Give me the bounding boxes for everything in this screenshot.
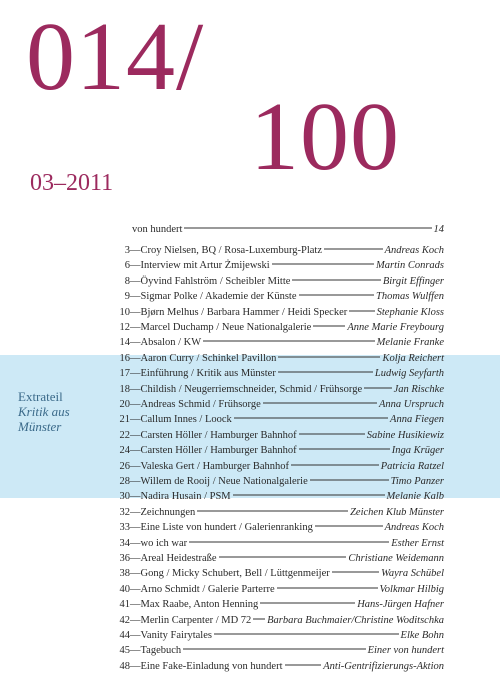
toc-intro-row (132, 223, 444, 237)
toc-entry (112, 275, 444, 289)
toc-dash: — (130, 291, 141, 303)
leader-line (278, 372, 373, 373)
toc-title: Andreas Schmid / Frühsorge (140, 399, 261, 410)
leader-line (197, 510, 348, 511)
toc-dash: — (130, 553, 141, 564)
toc-title: Marcel Duchamp / Neue Nationalgalerie (140, 322, 312, 333)
toc-author: Christiane Weidemann (348, 553, 444, 564)
leader-line (364, 387, 391, 388)
leader-line (219, 557, 347, 558)
toc-title: wo ich war (140, 537, 188, 549)
toc-entry (112, 383, 444, 397)
toc-page-number: 17 (119, 368, 130, 380)
leader-line (183, 649, 365, 650)
leader-line (203, 341, 374, 342)
toc-title: Absalon / KW (140, 337, 202, 349)
toc-entry (112, 367, 444, 381)
toc-author: Kolja Reichert (382, 352, 444, 364)
toc-author: Melanie Kalb (386, 491, 444, 503)
toc-dash: — (130, 614, 141, 626)
toc-dash: — (130, 506, 141, 518)
toc-page-number: 33 (119, 522, 130, 534)
toc-title: Merlin Carpenter / MD 72 (140, 614, 252, 626)
toc-author: Barbara Buchmaier/Christine Woditschka (267, 614, 444, 626)
leader-line (253, 618, 265, 619)
toc-entry (112, 444, 444, 458)
toc-title: Arno Schmidt / Galerie Parterre (140, 583, 275, 595)
toc-dash: — (130, 460, 141, 472)
toc-author: Ludwig Seyfarth (374, 368, 444, 380)
leader-line (260, 603, 355, 604)
leader-line (299, 433, 365, 434)
toc-dash: — (130, 583, 141, 595)
toc-author: Inga Krüger (391, 445, 444, 457)
toc-dash: — (130, 322, 141, 333)
toc-author: Stephanie Kloss (376, 306, 444, 318)
toc-title: Interview mit Artur Żmijewski (140, 260, 270, 272)
toc-title: Carsten Höller / Hamburger Bahnhof (140, 429, 297, 441)
toc-author: Hans-Jürgen Hafner (357, 599, 444, 611)
toc-title: Gong / Micky Schubert, Bell / Lüttgenmeijer (140, 568, 330, 580)
toc-author: Anna Urspruch (378, 399, 444, 410)
toc-dash: — (130, 368, 141, 380)
toc-page-number: 36 (119, 553, 130, 564)
toc-title: Einführung / Kritik aus Münster (140, 368, 276, 380)
toc-title: Sigmar Polke / Akademie der Künste (140, 291, 297, 303)
toc-dash: — (130, 337, 141, 349)
leader-line (332, 572, 379, 573)
toc-dash: — (130, 491, 141, 503)
toc-author: Andreas Koch (384, 522, 444, 534)
toc-title: Zeichnungen (140, 506, 196, 518)
leader-line (214, 634, 399, 635)
toc-page-number: 41 (119, 599, 130, 611)
toc-page-number: 20 (119, 399, 130, 410)
leader-line (278, 356, 380, 357)
toc-author: Einer von hundert (367, 645, 444, 657)
masthead-issue-number: 014/ (26, 3, 205, 111)
toc-entry (112, 537, 444, 551)
toc-title: Bjørn Melhus / Barbara Hammer / Heidi Specker (140, 306, 348, 318)
toc-author: Jan Rischke (393, 383, 444, 395)
toc-dash: — (130, 306, 141, 318)
toc-dash: — (130, 645, 141, 657)
leader-line (310, 480, 389, 481)
toc-author: Anna Fiegen (390, 414, 444, 426)
leader-line (285, 664, 322, 665)
toc-entry (112, 290, 444, 304)
toc-page-number: 42 (119, 614, 130, 626)
toc-author: Melanie Franke (376, 337, 444, 349)
toc-page-number: 34 (119, 537, 130, 549)
leader-line (234, 418, 388, 419)
issue-date: 03–2011 (30, 170, 114, 196)
toc-dash: — (130, 245, 141, 256)
toc-title: Valeska Gert / Hamburger Bahnhof (140, 460, 290, 472)
toc-page-number: 3 (124, 245, 130, 256)
toc-entry (112, 521, 444, 535)
toc-entry (112, 629, 444, 643)
toc-entry (112, 336, 444, 350)
toc-title: Aaron Curry / Schinkel Pavillon (140, 352, 277, 364)
toc-page-number: 10 (119, 306, 130, 318)
masthead-total: 100 (250, 83, 400, 191)
toc-page-number: 48 (119, 660, 130, 672)
leader-line (313, 326, 345, 327)
toc-title: Croy Nielsen, BQ / Rosa-Luxemburg-Platz (140, 245, 322, 256)
toc-intro-page: 14 (433, 224, 444, 235)
leader-line (277, 587, 378, 588)
toc-entry (112, 429, 444, 443)
toc-author: Anne Marie Freybourg (347, 322, 444, 333)
toc-entry (112, 552, 444, 566)
leader-line (291, 464, 379, 465)
toc-title: Willem de Rooij / Neue Nationalgalerie (140, 476, 308, 487)
toc-entry (112, 460, 444, 474)
leader-line (299, 449, 390, 450)
toc-title: Eine Liste von hundert / Galerienranking (140, 522, 313, 534)
toc-dash: — (130, 429, 141, 441)
toc-page-number: 8 (124, 275, 130, 287)
toc-dash: — (130, 476, 141, 487)
toc-page-number: 18 (119, 383, 130, 395)
toc-title: Callum Innes / Loock (140, 414, 232, 426)
toc-dash: — (130, 352, 141, 364)
leader-line (292, 279, 380, 280)
toc-dash: — (130, 537, 141, 549)
extrateil-subtitle-1: Kritik aus (18, 404, 70, 419)
toc-author: Martin Conrads (376, 260, 444, 272)
toc-page-number: 32 (119, 506, 130, 518)
leader-line (315, 526, 383, 527)
toc-author: Volkmar Hilbig (379, 583, 444, 595)
leader-line (233, 495, 385, 496)
toc-intro-title: von hundert (132, 224, 183, 235)
toc-title: Carsten Höller / Hamburger Bahnhof (140, 445, 297, 457)
toc-entry (112, 660, 444, 674)
toc-page-number: 21 (119, 414, 130, 426)
toc-page-number: 22 (119, 429, 130, 441)
toc-entry (112, 644, 444, 658)
toc-author: Elke Bohn (400, 630, 444, 641)
toc-title: Max Raabe, Anton Henning (140, 599, 259, 611)
leader-line (299, 295, 375, 296)
toc-entry (112, 506, 444, 520)
toc-title: Öyvind Fahlström / Scheibler Mitte (140, 275, 291, 287)
toc-title: Areal Heidestraße (140, 553, 217, 564)
toc-page-number: 40 (119, 583, 130, 595)
leader-line (189, 541, 389, 542)
toc-entry (112, 583, 444, 597)
toc-author: Zeichen Klub Münster (350, 506, 444, 518)
toc-page-number: 12 (119, 322, 130, 333)
extrateil-title: Extrateil (18, 389, 63, 404)
toc-dash: — (130, 260, 141, 272)
toc-page-number: 16 (119, 352, 130, 364)
toc-author: Thomas Wulffen (376, 291, 444, 303)
toc-dash: — (130, 568, 141, 580)
toc-page-number: 45 (119, 645, 130, 657)
extrateil-subtitle-2: Münster (18, 419, 62, 434)
toc-page-number: 14 (119, 337, 130, 349)
toc-page-number: 44 (119, 630, 130, 641)
leader-line (263, 403, 377, 404)
toc-page-number: 28 (119, 476, 130, 487)
toc-entry (112, 490, 444, 504)
toc-author: Patricia Ratzel (380, 460, 444, 472)
toc-page-number: 6 (124, 260, 130, 272)
toc-entry (112, 321, 444, 335)
leader-line (324, 249, 383, 250)
leader-line (272, 264, 374, 265)
toc-dash: — (130, 599, 141, 611)
toc-dash: — (130, 630, 141, 641)
toc-title: Childish / Neugerriemschneider, Schmid / Frühsorge (140, 383, 363, 395)
toc-entry (112, 352, 444, 366)
toc-author: Timo Panzer (390, 476, 444, 487)
toc-title: Eine Fake-Einladung von hundert (140, 660, 283, 672)
toc-page-number: 24 (119, 445, 130, 457)
toc-dash: — (130, 275, 141, 287)
toc-entry (112, 259, 444, 273)
toc-entry (112, 567, 444, 581)
toc-page-number: 30 (119, 491, 130, 503)
leader-line (184, 228, 431, 229)
toc-author: Anti-Gentrifizierungs-Aktion (323, 660, 444, 672)
toc-dash: — (130, 383, 141, 395)
toc-dash: — (130, 445, 141, 457)
toc-page-number: 9 (124, 291, 130, 303)
toc-dash: — (130, 414, 141, 426)
toc-author: Andreas Koch (384, 245, 444, 256)
toc-author: Wayra Schübel (381, 568, 444, 580)
toc-entry (112, 413, 444, 427)
toc-entry (112, 244, 444, 258)
toc-dash: — (130, 522, 141, 534)
toc-entry (112, 475, 444, 489)
toc-title: Nadira Husain / PSM (140, 491, 231, 503)
leader-line (349, 310, 374, 311)
toc-dash: — (130, 660, 141, 672)
toc-entry (112, 614, 444, 628)
toc-author: Esther Ernst (391, 537, 444, 549)
toc-author: Sabine Husikiewiz (366, 429, 444, 441)
toc-title: Tagebuch (140, 645, 182, 657)
toc-page-number: 26 (119, 460, 130, 472)
toc-page-number: 38 (119, 568, 130, 580)
toc-title: Vanity Fairytales (140, 630, 212, 641)
toc-dash: — (130, 399, 141, 410)
toc-entry (112, 306, 444, 320)
toc-entry (112, 398, 444, 412)
toc-author: Birgit Effinger (382, 275, 444, 287)
toc-entry (112, 598, 444, 612)
